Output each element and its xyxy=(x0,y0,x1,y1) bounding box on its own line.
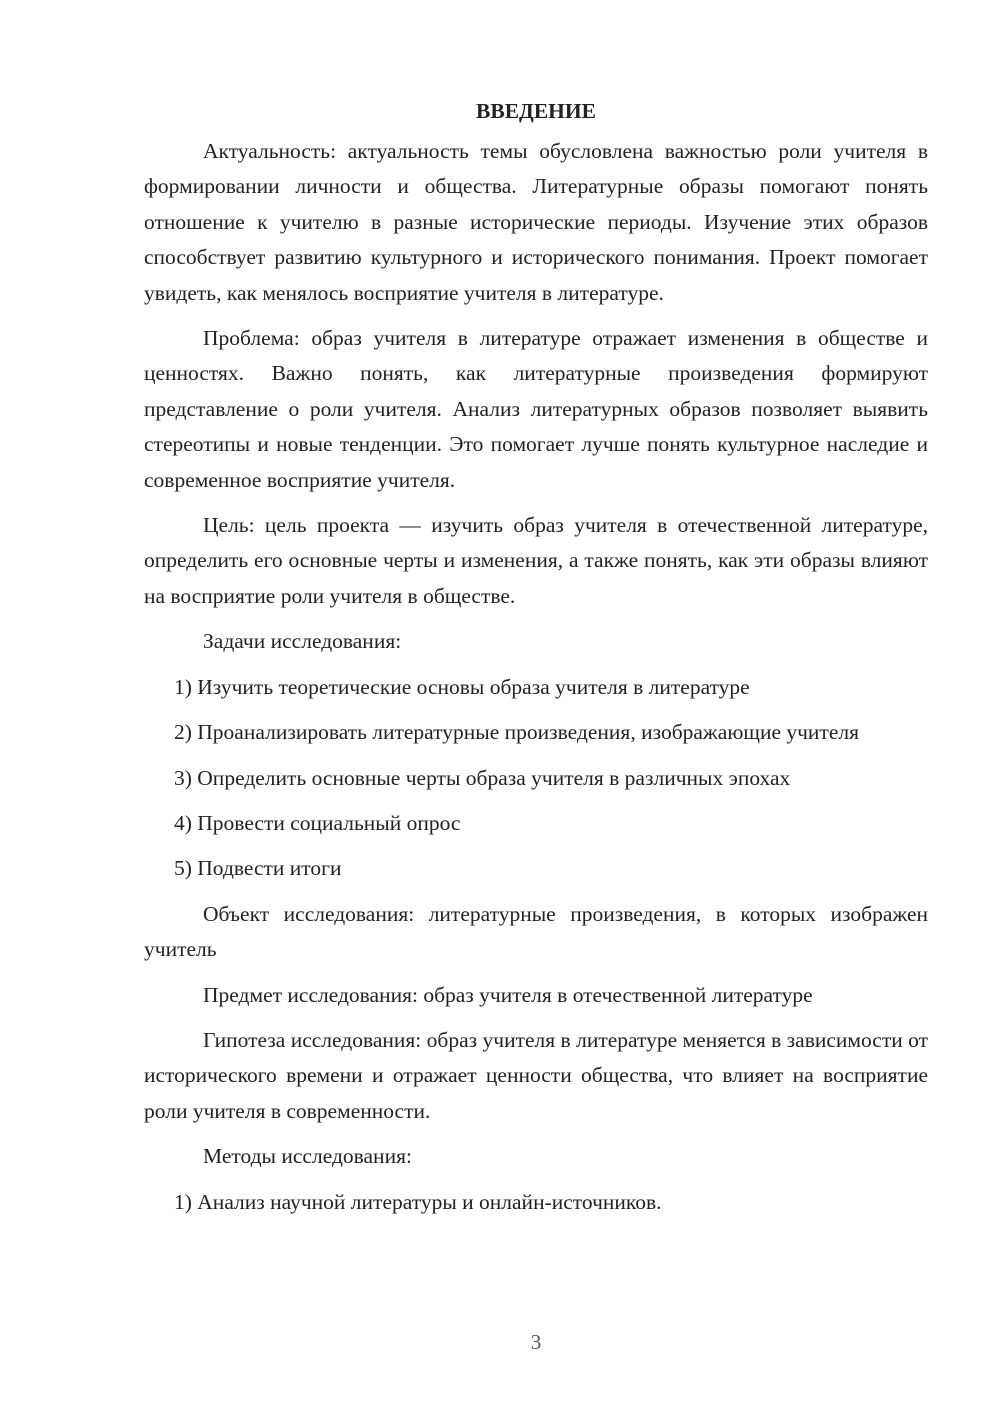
task-item-2: 2) Проанализировать литературные произведения, изображающие учителя xyxy=(174,720,859,745)
page-number: 3 xyxy=(530,1330,542,1354)
task-item-1: 1) Изучить теоретические основы образа учителя в литературе xyxy=(174,674,750,699)
goal-paragraph: Цель: цель проекта — изучить образ учителя в отечественной литературе, определить его основные черты и изменения, а также понять, как эти образы влияют на восприятие роли учителя в обществе. xyxy=(144,513,928,608)
page-content xyxy=(144,94,928,1230)
problem-paragraph: Проблема: образ учителя в литературе отражает изменения в обществе и ценностях. Важно понять, как литературные произведения формируют представление о роли учителя. Анализ литературных образов позволяет выявить стереотипы и новые тенденции. Это помогает лучше понять культурное наследие и современное восприятие учителя. xyxy=(144,326,928,492)
method-item-1: 1) Анализ научной литературы и онлайн-источников. xyxy=(174,1189,662,1214)
subject-paragraph: Предмет исследования: образ учителя в отечественной литературе xyxy=(203,982,813,1007)
relevance-paragraph: Актуальность: актуальность темы обусловлена важностью роли учителя в формировании личности и общества. Литературные образы помогают понять отношение к учителю в разные исторические периоды. Изучение этих образов способствует развитию культурного и исторического понимания. Проект помогает увидеть, как менялось восприятие учителя в литературе. xyxy=(144,139,928,305)
hypothesis-paragraph: Гипотеза исследования: образ учителя в литературе меняется в зависимости от исторического времени и отражает ценности общества, что влияет на восприятие роли учителя в современности. xyxy=(144,1027,928,1123)
task-item-4: 4) Провести социальный опрос xyxy=(174,810,461,835)
task-item-5: 5) Подвести итоги xyxy=(174,856,342,881)
tasks-heading: Задачи исследования: xyxy=(203,629,402,654)
task-item-3: 3) Определить основные черты образа учителя в различных эпохах xyxy=(174,765,791,790)
methods-heading: Методы исследования: xyxy=(203,1144,412,1169)
page-title: ВВЕДЕНИЕ xyxy=(476,99,596,123)
object-paragraph: Объект исследования: литературные произведения, в которых изображен учитель xyxy=(144,901,928,962)
